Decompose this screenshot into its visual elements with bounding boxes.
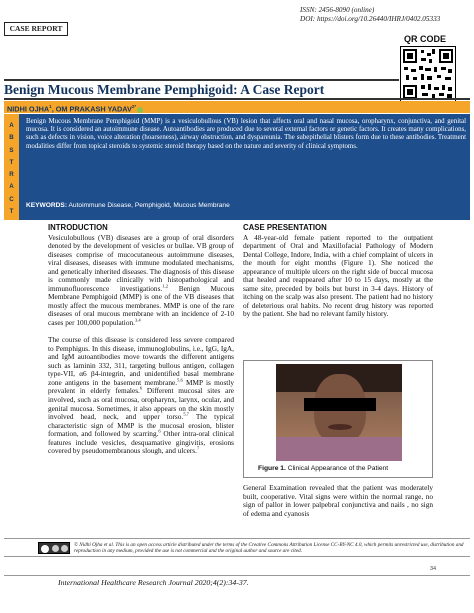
- intro-p2b-text: MMP is mostly prevalent in elderly females.: [48, 377, 234, 396]
- by-circle: [52, 545, 59, 552]
- citation[interactable]: 7: [196, 445, 200, 451]
- figure-caption-text: Clinical Appearance of the Patient: [285, 465, 389, 472]
- abstract-letter: T: [9, 158, 14, 166]
- citation[interactable]: 5,6: [177, 377, 183, 383]
- case-paragraph-2: General Examination revealed that the patient was moderately built, cooperative. Vital signs were within the normal range, no sign of pallor in lower palpebral conjunctiva and nails , no sign of edema and cyanosis: [243, 483, 433, 518]
- photo-clothing: [276, 437, 402, 461]
- qr-label: QR CODE: [404, 34, 447, 44]
- abstract-sidebar: [4, 114, 19, 220]
- license-text: © Nidhi Ojha et al. This is an open access article distributed under the terms of the Creative Commons Attribution License CC-BY-NC 4.0, which permits unrestricted use, distribution and reproduction in any medium, provided the use is not commercial and the original author and source are cited.: [74, 542, 464, 555]
- intro-p2d-text: The typical characteristic sign of MMP is the mucosal erosion, blister formation, and followed by scarring.: [48, 412, 235, 439]
- intro-paragraph-1: [48, 234, 234, 328]
- case-heading: CASE PRESENTATION: [243, 223, 327, 232]
- license-box: [4, 538, 470, 557]
- qr-code-icon[interactable]: [400, 46, 456, 102]
- nc-circle: [61, 545, 68, 552]
- keywords-label: KEYWORDS:: [26, 202, 68, 209]
- citation[interactable]: 6: [139, 386, 143, 392]
- photo-mouth: [328, 424, 352, 430]
- figure-label: Figure 1.: [258, 465, 286, 472]
- figure-caption: [258, 465, 388, 472]
- issn-block: [300, 6, 440, 24]
- citation[interactable]: 1,2: [162, 283, 168, 289]
- journal-citation: International Healthcare Research Journal 2020;4(2):34-37.: [58, 578, 249, 587]
- cc-circle: [41, 545, 49, 553]
- author-first-mark: 1: [49, 104, 52, 109]
- intro-p2c-text: Different mucosal sites are involved, such as oral mucosa, oropharynx, larynx, ocular, and genital mucosa. Sometimes, it also appears on the skin mostly involved head, neck, and upper torso.: [48, 386, 234, 422]
- figure-1: [243, 360, 433, 478]
- abstract-letter: C: [9, 195, 14, 203]
- abstract-letter: S: [9, 146, 14, 154]
- abstract-side-label: [4, 120, 19, 218]
- footer-rule: [4, 575, 470, 576]
- citation[interactable]: 3,4: [134, 317, 141, 323]
- orcid-icon[interactable]: [137, 107, 143, 113]
- intro-p1-text: Vesiculobullous (VB) diseases are a group of oral disorders denoted by the development of vesicles or bullae. VB group of diseases comprise of mucocutaneous autoimmune diseases, viral diseases, diseases with immune modulated mechanisms, and genetically inherited diseases. The diagnosis of this disease is commonly made clinically with histopathological and immunofluorescence investigations.: [48, 232, 234, 293]
- abstract-text: Benign Mucous Membrane Pemphigoid (MMP) is a vesiculobullous (VB) lesion that affects oral and nasal mucosa, oropharynx, conjunctiva, and genital mucosa. It is considered an autoimmune disease. Autoantibodies are produced due to several external factors or genetic factors. It creates many complications, such as defects in vision, voice alteration (hoarseness), airway obstruction, and dyspareunia. The subepithelial blisters form due to these antibodies. Treatment modalities differ from topical steroids to systemic steroid therapy based on the nature and severity of clinical symptoms.: [26, 118, 466, 150]
- title-rule-top: [4, 79, 399, 81]
- article-type-badge: CASE REPORT: [4, 22, 68, 36]
- author-second-mark: 2*: [131, 104, 137, 109]
- column-right: [243, 224, 433, 328]
- case-paragraph-1: A 48-year-old female patient reported to the outpatient department of Oral and Maxillofacial Pathology of Modern Dental College, Indore, India, with a chief complaint of ulcers in the mouth for eight months (Figure 1). She noticed the appearance of multiple ulcers on the right side of buccal mucosa that healed and reappeared after 10 to 15 days, mostly at the same site, preceded by boils but burst in 3-4 days. History of itching on the scalp was also present. The patient had no history of deleterious oral habits. No recent drug history was reported by the patient. She had no relevant family history.: [243, 232, 433, 319]
- page-number: 34: [430, 566, 437, 572]
- abstract-letter: A: [9, 122, 14, 129]
- column-right-continued: [243, 484, 433, 527]
- intro-p2a-text: The course of this disease is considered less severe compared to Pemphigus. In this disease, immunoglobulins, i.e., IgG, IgA, and IgM autoantibodies move towards the different antigens such as laminin 332, 311, targeting bullous antigen, collagen type-VII, α6 β4-integrin, and unidentified basal membrane zone antigens in the basement membrane.: [48, 335, 234, 387]
- patient-photo[interactable]: [276, 364, 402, 461]
- issn-text: ISSN: 2456-8090 (online): [300, 6, 375, 14]
- abstract-letter: T: [9, 208, 14, 216]
- author-bar: [4, 101, 470, 113]
- title-rule-bottom: [4, 98, 470, 100]
- abstract-letter: R: [9, 171, 14, 179]
- intro-heading: INTRODUCTION: [48, 223, 108, 232]
- article-title: Benign Mucous Membrane Pemphigoid: A Case Report: [4, 82, 325, 97]
- doi-text[interactable]: DOI: https://doi.org/10.26440/IHRJ/0402.05333: [300, 15, 441, 23]
- citation[interactable]: 5,7: [183, 411, 189, 417]
- qr-code-graphic: [401, 47, 455, 101]
- cc-by-nc-icon[interactable]: [38, 542, 70, 554]
- abstract-letter: B: [9, 134, 14, 142]
- keywords-line: [26, 202, 466, 209]
- intro-paragraph-2: [48, 336, 234, 456]
- keywords-list: Autoimmune Disease, Pemphigoid, Mucous Membrane: [68, 202, 230, 209]
- citation[interactable]: 6: [158, 428, 161, 434]
- photo-privacy-bar: [304, 398, 376, 411]
- abstract-letter: A: [9, 183, 14, 191]
- author-second: , OM PRAKASH YADAV: [51, 104, 132, 114]
- column-left: [48, 224, 234, 464]
- intro-p2e-text: Other intra-oral clinical features include vesicles, desquamative gingivitis, erosions covered by pseudomembranous slough, and ulcers.: [48, 429, 234, 456]
- intro-p1b-text: Benign Mucous Membrane Pemphigoid (MMP) is one of the VB diseases that mostly affect the mucous membranes. MMP is one of the rare diseases of oral mucous membrane with an incidence of 2-10 cases per 100,000 population.: [48, 283, 234, 328]
- abstract-box: [4, 114, 470, 220]
- author-first: NIDHI OJHA: [7, 104, 50, 114]
